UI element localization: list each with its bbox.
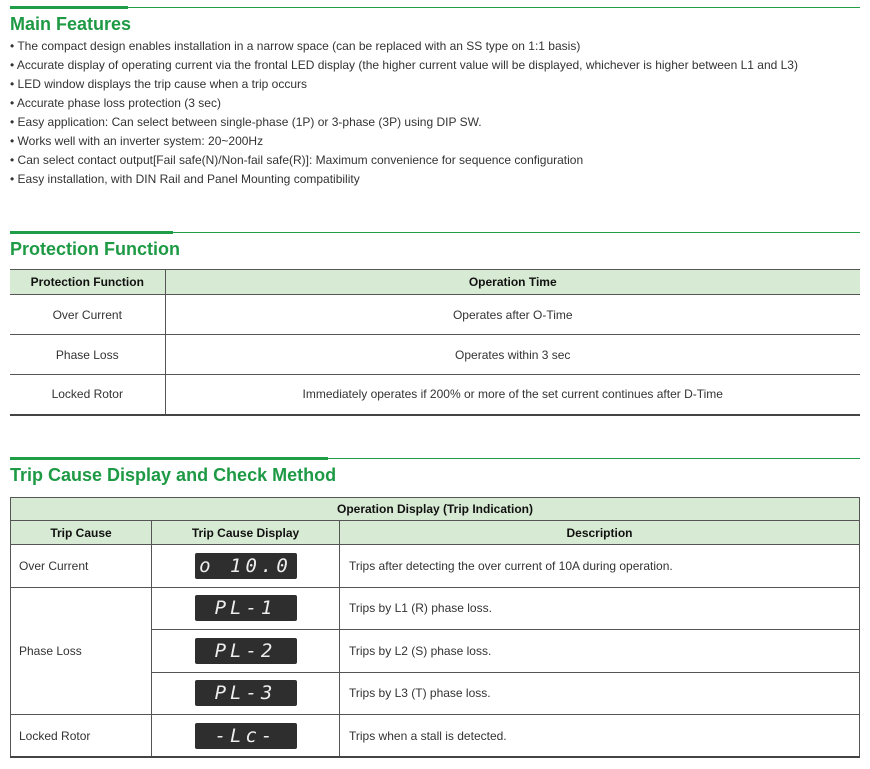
led-display-cell	[152, 587, 340, 630]
feature-item: • Easy application: Can select between single-phase (1P) or 3-phase (3P) using DIP SW.	[10, 113, 860, 132]
description-cell: Trips when a stall is detected.	[340, 715, 860, 758]
feature-item: • The compact design enables installation in a narrow space (can be replaced with an SS type on 1:1 basis)	[10, 37, 860, 56]
column-header: Description	[340, 521, 860, 545]
column-header: Trip Cause	[11, 521, 152, 545]
trip-cause-cell: Phase Loss	[11, 587, 152, 715]
table-cell: Immediately operates if 200% or more of the set current continues after D-Time	[165, 375, 860, 415]
feature-item: • Works well with an inverter system: 20~200Hz	[10, 132, 860, 151]
led-display-cell	[152, 630, 340, 673]
column-header: Trip Cause Display	[152, 521, 340, 545]
feature-item: • Easy installation, with DIN Rail and Panel Mounting compatibility	[10, 170, 860, 189]
table-cell: Locked Rotor	[10, 375, 165, 415]
led-display-text: PL-2	[214, 639, 277, 662]
table-cell: Phase Loss	[10, 335, 165, 375]
feature-item: • Can select contact output[Fail safe(N)/Non-fail safe(R)]: Maximum convenience for sequence configuration	[10, 151, 860, 170]
main-features-title: Main Features	[10, 14, 132, 34]
table-cell: Operates within 3 sec	[165, 335, 860, 375]
led-display-cell	[152, 715, 340, 758]
led-display	[195, 638, 297, 664]
column-header: Protection Function	[10, 270, 165, 295]
protection-function-table	[10, 269, 860, 416]
features-list	[10, 37, 860, 189]
table-group-header-row	[11, 498, 860, 521]
trip-cause-title: Trip Cause Display and Check Method	[10, 465, 337, 485]
led-display-cell	[152, 545, 340, 588]
description-cell: Trips by L2 (S) phase loss.	[340, 630, 860, 673]
trip-cause-cell: Locked Rotor	[11, 715, 152, 758]
table-row	[11, 545, 860, 588]
table-cell: Operates after O-Time	[165, 295, 860, 335]
feature-item: • Accurate phase loss protection (3 sec)	[10, 94, 860, 113]
table-cell: Over Current	[10, 295, 165, 335]
led-display-text: o 10.0	[199, 554, 292, 577]
trip-cause-header	[10, 457, 860, 485]
led-display-cell	[152, 672, 340, 715]
main-features-header	[10, 6, 860, 34]
section-divider	[10, 232, 860, 233]
column-header: Operation Time	[165, 270, 860, 295]
protection-function-header	[10, 231, 860, 259]
table-header-row	[10, 270, 860, 295]
table-row	[10, 295, 860, 335]
description-cell: Trips by L3 (T) phase loss.	[340, 672, 860, 715]
table-row	[11, 715, 860, 758]
led-display	[195, 595, 297, 621]
section-divider	[10, 7, 860, 8]
description-cell: Trips after detecting the over current of 10A during operation.	[340, 545, 860, 588]
led-display-text: PL-3	[214, 682, 277, 705]
table-header-row	[11, 521, 860, 545]
table-row	[10, 375, 860, 415]
feature-item: • LED window displays the trip cause when a trip occurs	[10, 75, 860, 94]
led-display	[195, 553, 297, 579]
section-divider	[10, 458, 860, 459]
led-display	[195, 723, 297, 749]
led-display	[195, 680, 297, 706]
led-display-text: -Lc-	[214, 724, 277, 747]
trip-cause-cell: Over Current	[11, 545, 152, 588]
group-header: Operation Display (Trip Indication)	[11, 498, 860, 521]
table-row	[11, 587, 860, 630]
protection-function-title: Protection Function	[10, 239, 180, 259]
description-cell: Trips by L1 (R) phase loss.	[340, 587, 860, 630]
trip-cause-table	[10, 497, 860, 758]
table-row	[10, 335, 860, 375]
led-display-text: PL-1	[214, 597, 277, 620]
feature-item: • Accurate display of operating current via the frontal LED display (the higher current value will be displayed, whichever is higher between L1 and L3)	[10, 56, 860, 75]
